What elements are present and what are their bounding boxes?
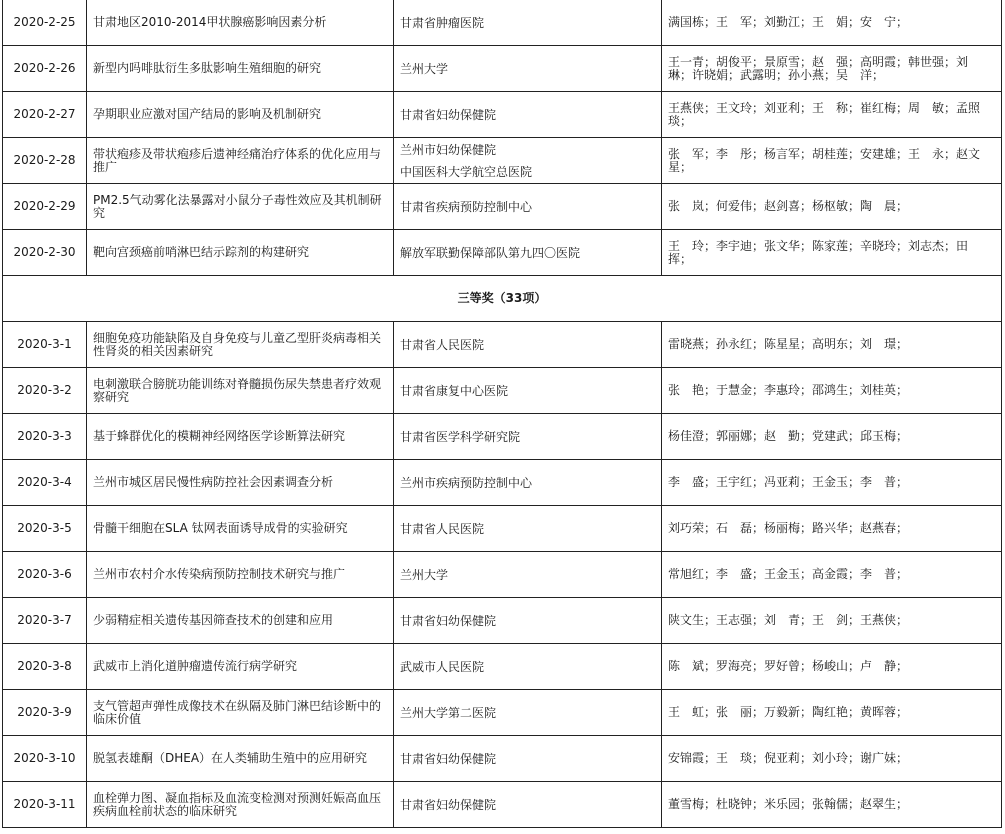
project-title: 电刺激联合膀胱功能训练对脊髓损伤尿失禁患者疗效观察研究: [87, 368, 394, 414]
organization: [394, 138, 662, 184]
table-row: [3, 184, 1002, 230]
organization-line: 甘肃省人民医院: [400, 521, 485, 536]
project-title: 基于蜂群优化的模糊神经网络医学诊断算法研究: [87, 414, 394, 460]
project-id: 2020-2-29: [3, 184, 87, 230]
organization-line: 甘肃省妇幼保健院: [400, 797, 497, 812]
researchers: 王 虹；张 丽；万毅新；陶红艳；黄晖蓉；: [662, 690, 1002, 736]
project-title: 支气管超声弹性成像技术在纵隔及肺门淋巴结诊断中的临床价值: [87, 690, 394, 736]
table-row: [3, 736, 1002, 782]
organization: [394, 414, 662, 460]
project-id: 2020-3-6: [3, 552, 87, 598]
project-id: 2020-3-1: [3, 322, 87, 368]
organization: [394, 184, 662, 230]
organization: [394, 368, 662, 414]
project-title: 兰州市城区居民慢性病防控社会因素调查分析: [87, 460, 394, 506]
project-title: 带状疱疹及带状疱疹后遗神经痛治疗体系的优化应用与推广: [87, 138, 394, 184]
researchers: 陈 斌；罗海亮；罗好曾；杨峻山；卢 静；: [662, 644, 1002, 690]
researchers: 李 盛；王宇红；冯亚莉；王金玉；李 普；: [662, 460, 1002, 506]
organization-line: 甘肃省疾病预防控制中心: [400, 199, 533, 214]
researchers: 董雪梅；杜晓钟；米乐园；张翰儒；赵翠生；: [662, 782, 1002, 828]
project-id: 2020-3-8: [3, 644, 87, 690]
researchers: 陕文生；王志强；刘 青；王 剑；王燕侠；: [662, 598, 1002, 644]
organization-line: 兰州市妇幼保健院: [400, 142, 497, 157]
project-title: 脱氢表雄酮（DHEA）在人类辅助生殖中的应用研究: [87, 736, 394, 782]
table-row: [3, 138, 1002, 184]
project-id: 2020-2-26: [3, 46, 87, 92]
organization-line: 甘肃省医学科学研究院: [400, 429, 521, 444]
researchers: 雷晓燕；孙永红；陈星星；高明东；刘 璟；: [662, 322, 1002, 368]
organization-line: 解放军联勤保障部队第九四〇医院: [400, 245, 581, 260]
table-row: [3, 414, 1002, 460]
table-row: [3, 0, 1002, 46]
table-row: [3, 644, 1002, 690]
project-id: 2020-3-5: [3, 506, 87, 552]
researchers: 刘巧荣；石 磊；杨丽梅；路兴华；赵燕春；: [662, 506, 1002, 552]
table-row: [3, 782, 1002, 828]
organization-line: 兰州大学第二医院: [400, 705, 497, 720]
organization: [394, 552, 662, 598]
project-id: 2020-3-11: [3, 782, 87, 828]
organization-line: 甘肃省妇幼保健院: [400, 613, 497, 628]
project-title: 兰州市农村介水传染病预防控制技术研究与推广: [87, 552, 394, 598]
organization-line: 兰州大学: [400, 61, 449, 76]
project-title: 细胞免疫功能缺陷及自身免疫与儿童乙型肝炎病毒相关性肾炎的相关因素研究: [87, 322, 394, 368]
project-title: 新型内吗啡肽衍生多肽影响生殖细胞的研究: [87, 46, 394, 92]
organization: [394, 460, 662, 506]
researchers: 张 岚；何爱伟；赵剑喜；杨枢敏；陶 晨；: [662, 184, 1002, 230]
table-row: [3, 230, 1002, 276]
project-id: 2020-2-25: [3, 0, 87, 46]
organization-line: 甘肃省肿瘤医院: [400, 15, 485, 30]
organization: [394, 230, 662, 276]
table-row: [3, 506, 1002, 552]
project-id: 2020-3-7: [3, 598, 87, 644]
researchers: 王 玲；李宇迪；张文华；陈家莲；辛晓玲；刘志杰；田 挥；: [662, 230, 1002, 276]
organization-line: 甘肃省康复中心医院: [400, 383, 509, 398]
organization: [394, 782, 662, 828]
organization-line: 武威市人民医院: [400, 659, 485, 674]
table-row: [3, 368, 1002, 414]
project-title: PM2.5气动雾化法暴露对小鼠分子毒性效应及其机制研究: [87, 184, 394, 230]
organization: [394, 0, 662, 46]
researchers: 满国栋；王 军；刘勤江；王 娟；安 宁；: [662, 0, 1002, 46]
organization: [394, 690, 662, 736]
table-row: [3, 46, 1002, 92]
researchers: 王一青；胡俊平；景原雪；赵 强；高明霞；韩世强；刘 琳；许晓娟；武露明；孙小燕；吴 洋；: [662, 46, 1002, 92]
organization-line: 兰州大学: [400, 567, 449, 582]
table-row: [3, 552, 1002, 598]
project-id: 2020-2-28: [3, 138, 87, 184]
organization-line: 甘肃省妇幼保健院: [400, 107, 497, 122]
award-list-table: [2, 0, 1002, 828]
researchers: 安锦霞；王 琰；倪亚莉；刘小玲；谢广妹；: [662, 736, 1002, 782]
organization-line: 中国医科大学航空总医院: [400, 164, 533, 179]
organization: [394, 598, 662, 644]
table-row: [3, 322, 1002, 368]
section-header-row: [3, 276, 1002, 322]
researchers: 张 艳；于慧金；李惠玲；邵鸿生；刘桂英；: [662, 368, 1002, 414]
organization: [394, 46, 662, 92]
researchers: 王燕侠；王文玲；刘亚利；王 称；崔红梅；周 敏；孟照琰；: [662, 92, 1002, 138]
project-id: 2020-3-4: [3, 460, 87, 506]
project-id: 2020-2-27: [3, 92, 87, 138]
project-id: 2020-2-30: [3, 230, 87, 276]
project-title: 骨髓干细胞在SLA 钛网表面诱导成骨的实验研究: [87, 506, 394, 552]
project-id: 2020-3-3: [3, 414, 87, 460]
organization: [394, 506, 662, 552]
table-row: [3, 460, 1002, 506]
table-row: [3, 598, 1002, 644]
table-row: [3, 92, 1002, 138]
project-title: 靶向宫颈癌前哨淋巴结示踪剂的构建研究: [87, 230, 394, 276]
organization-line: 甘肃省妇幼保健院: [400, 751, 497, 766]
project-title: 少弱精症相关遗传基因筛查技术的创建和应用: [87, 598, 394, 644]
researchers: 杨佳澄；郭丽娜；赵 勤；党建武；邱玉梅；: [662, 414, 1002, 460]
section-third-prize-title: 三等奖（33项）: [3, 276, 1002, 322]
organization: [394, 644, 662, 690]
award-table-body: [3, 0, 1002, 828]
table-row: [3, 690, 1002, 736]
project-id: 2020-3-2: [3, 368, 87, 414]
researchers: 常旭红；李 盛；王金玉；高金霞；李 普；: [662, 552, 1002, 598]
organization: [394, 736, 662, 782]
organization: [394, 322, 662, 368]
project-id: 2020-3-9: [3, 690, 87, 736]
organization: [394, 92, 662, 138]
researchers: 张 军；李 彤；杨言军；胡桂莲；安建雄；王 永；赵文星；: [662, 138, 1002, 184]
project-title: 武威市上消化道肿瘤遗传流行病学研究: [87, 644, 394, 690]
project-id: 2020-3-10: [3, 736, 87, 782]
organization-line: 兰州市疾病预防控制中心: [400, 475, 533, 490]
project-title: 血栓弹力图、凝血指标及血流变检测对预测妊娠高血压疾病血栓前状态的临床研究: [87, 782, 394, 828]
organization-line: 甘肃省人民医院: [400, 337, 485, 352]
project-title: 孕期职业应激对国产结局的影响及机制研究: [87, 92, 394, 138]
project-title: 甘肃地区2010-2014甲状腺癌影响因素分析: [87, 0, 394, 46]
